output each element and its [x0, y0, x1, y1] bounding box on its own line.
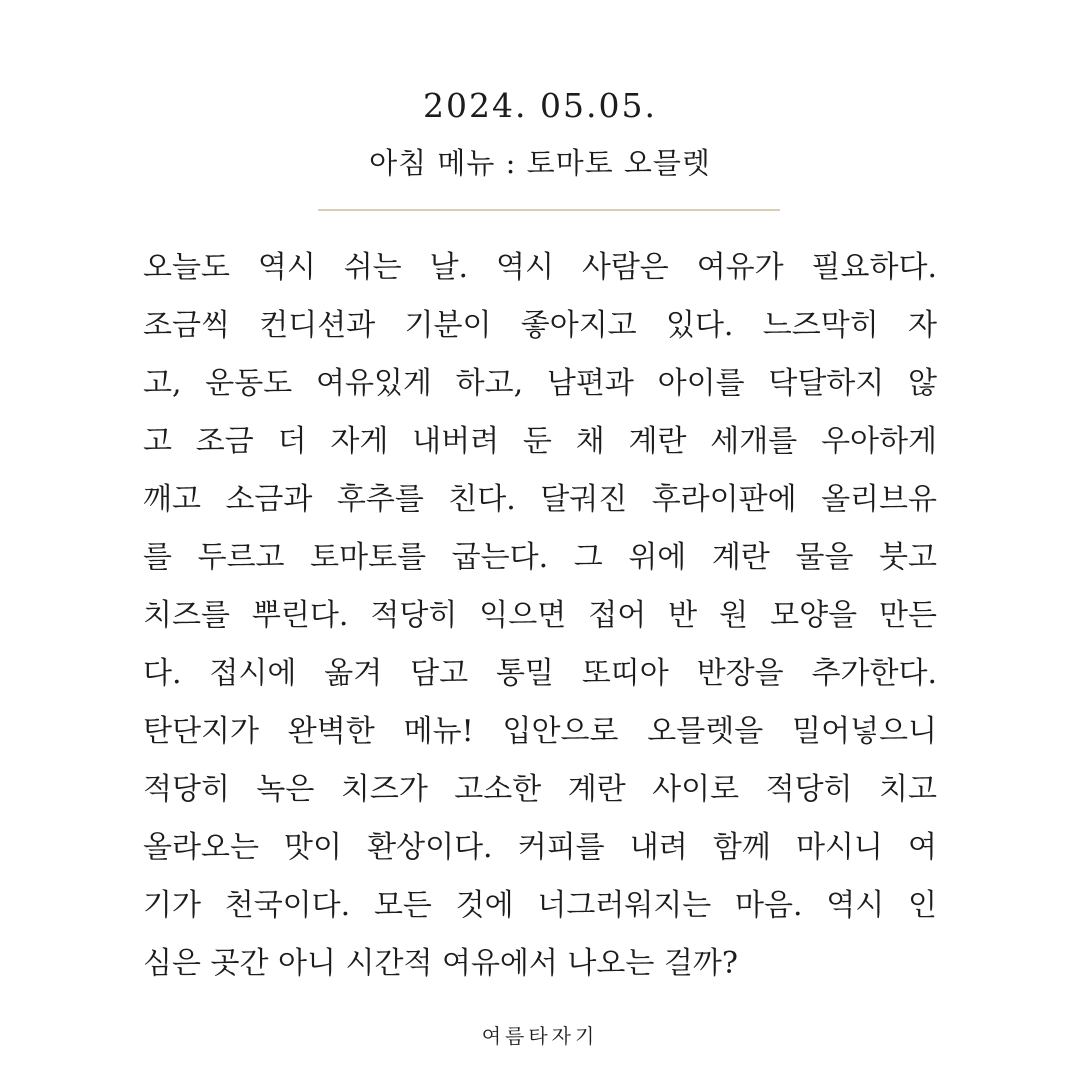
- diary-body: [143, 239, 937, 993]
- diary-line: 다. 접시에 옮겨 담고 통밀 또띠아 반장을 추가한다.: [143, 656, 937, 691]
- diary-line: 적당히 녹은 치즈가 고소한 계란 사이로 적당히 치고: [143, 772, 937, 807]
- diary-line: 를 두르고 토마토를 굽는다. 그 위에 계란 물을 붓고: [143, 540, 937, 575]
- diary-line: 조금씩 컨디션과 기분이 좋아지고 있다. 느즈막히 자: [143, 308, 937, 343]
- diary-line: 심은 곳간 아니 시간적 여유에서 나오는 걸까?: [143, 946, 738, 981]
- diary-line: 기가 천국이다. 모든 것에 너그러워지는 마음. 역시 인: [143, 888, 937, 923]
- menu-subtitle: 아침 메뉴 : 토마토 오믈렛: [369, 146, 711, 180]
- diary-line: 깨고 소금과 후추를 친다. 달궈진 후라이판에 올리브유: [143, 482, 937, 517]
- diary-line: 고, 운동도 여유있게 하고, 남편과 아이를 닥달하지 않: [143, 366, 937, 401]
- diary-line: 오늘도 역시 쉬는 날. 역시 사람은 여유가 필요하다.: [143, 250, 937, 285]
- diary-line: 치즈를 뿌린다. 적당히 익으면 접어 반 원 모양을 만든: [143, 598, 937, 633]
- author-signature: 여름타자기: [481, 1024, 599, 1048]
- entry-date: 2024. 05.05.: [423, 86, 657, 125]
- diary-line: 탄단지가 완벽한 메뉴! 입안으로 오믈렛을 밀어넣으니: [143, 714, 937, 749]
- divider-line: [318, 209, 780, 211]
- diary-line: 올라오는 맛이 환상이다. 커피를 내려 함께 마시니 여: [143, 830, 937, 865]
- diary-line: 고 조금 더 자게 내버려 둔 채 계란 세개를 우아하게: [143, 424, 937, 459]
